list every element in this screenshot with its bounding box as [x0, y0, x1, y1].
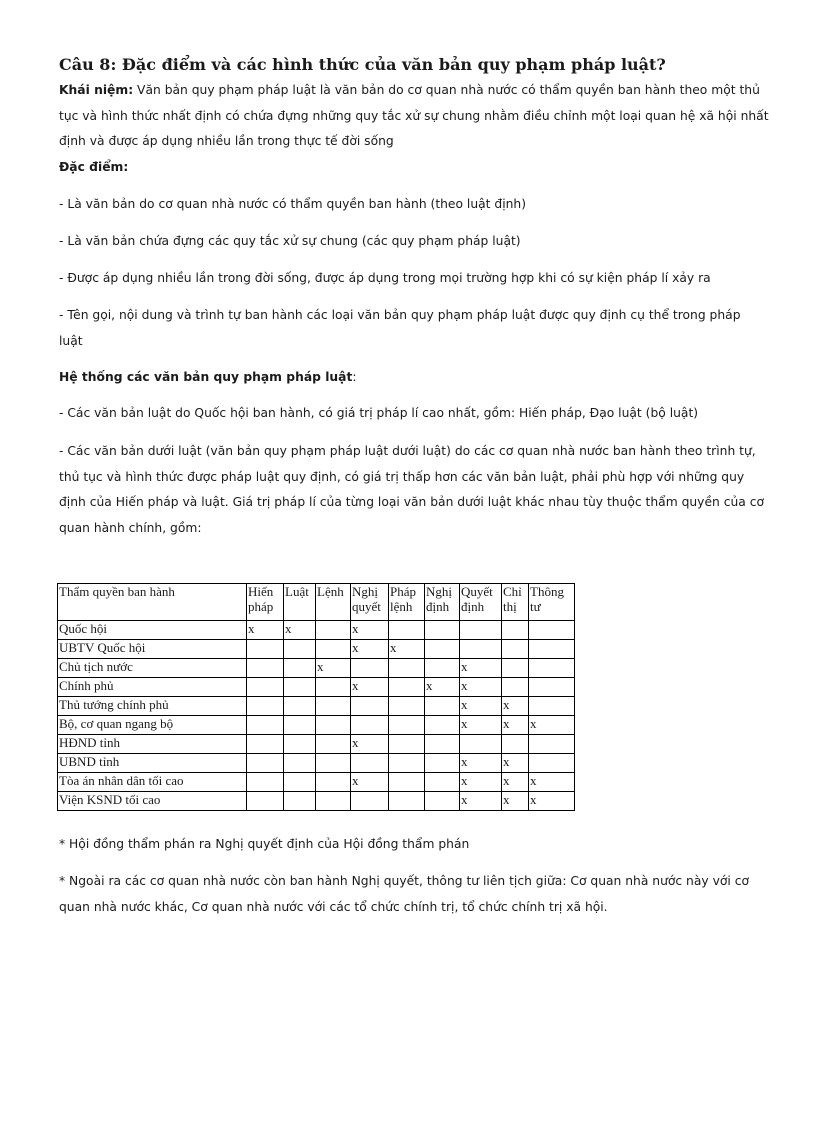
- table-mark-cell: x: [351, 735, 389, 754]
- table-mark-cell: [389, 754, 425, 773]
- table-mark-cell: x: [351, 640, 389, 659]
- table-mark-cell: x: [351, 621, 389, 640]
- table-mark-cell: [247, 640, 284, 659]
- table-header-cell: Hiến pháp: [247, 584, 284, 621]
- table-mark-cell: [316, 754, 351, 773]
- table-mark-cell: x: [460, 716, 502, 735]
- system-heading-text: Hệ thống các văn bản quy phạm pháp luật: [59, 370, 353, 384]
- table-row: [58, 640, 575, 659]
- table-mark-cell: x: [502, 754, 529, 773]
- table-mark-cell: [389, 735, 425, 754]
- table-row: [58, 773, 575, 792]
- table-mark-cell: [351, 754, 389, 773]
- table-mark-cell: [247, 716, 284, 735]
- table-mark-cell: [529, 754, 575, 773]
- table-mark-cell: [389, 678, 425, 697]
- table-mark-cell: [425, 640, 460, 659]
- table-mark-cell: [425, 659, 460, 678]
- feature-item-3: - Được áp dụng nhiều lần trong đời sống, được áp dụng trong mọi trường hợp khi có sự kiện pháp lí xảy ra: [59, 271, 711, 285]
- features-heading: [59, 155, 784, 181]
- concept-line-1: [59, 83, 760, 97]
- table-mark-cell: [529, 659, 575, 678]
- authority-table: [57, 583, 575, 811]
- table-row: [58, 792, 575, 811]
- table-authority-cell: UBTV Quốc hội: [58, 640, 247, 659]
- system-heading-suffix: :: [352, 370, 357, 384]
- table-mark-cell: [316, 640, 351, 659]
- table-mark-cell: x: [502, 716, 529, 735]
- table-mark-cell: [502, 678, 529, 697]
- feature-item-4-line-2: luật: [59, 333, 83, 348]
- table-mark-cell: [247, 792, 284, 811]
- table-mark-cell: x: [460, 697, 502, 716]
- table-mark-cell: x: [351, 678, 389, 697]
- table-mark-cell: [284, 792, 316, 811]
- table-mark-cell: x: [425, 678, 460, 697]
- table-mark-cell: [247, 697, 284, 716]
- features-heading-text: Đặc điểm:: [59, 160, 129, 174]
- table-mark-cell: [247, 754, 284, 773]
- table-mark-cell: [425, 773, 460, 792]
- table-mark-cell: x: [247, 621, 284, 640]
- table-header-cell: Nghị định: [425, 584, 460, 621]
- concept-line-3: định và được áp dụng nhiều lần trong thực tế đời sống: [59, 134, 394, 148]
- table-mark-cell: x: [529, 773, 575, 792]
- table-header-cell: Luật: [284, 584, 316, 621]
- table-row: [58, 659, 575, 678]
- table-mark-cell: [425, 792, 460, 811]
- table-mark-cell: [502, 621, 529, 640]
- table-row: [58, 621, 575, 640]
- table-mark-cell: [460, 640, 502, 659]
- table-header-row: [58, 584, 575, 621]
- table-header-cell: Quyết định: [460, 584, 502, 621]
- table-mark-cell: x: [460, 773, 502, 792]
- table-mark-cell: x: [460, 792, 502, 811]
- table-mark-cell: [425, 735, 460, 754]
- table-mark-cell: [247, 773, 284, 792]
- table-authority-cell: HĐND tỉnh: [58, 735, 247, 754]
- table-mark-cell: [316, 792, 351, 811]
- table-mark-cell: x: [389, 640, 425, 659]
- table-mark-cell: [316, 621, 351, 640]
- table-row: [58, 735, 575, 754]
- system-item-2: [59, 439, 784, 541]
- table-mark-cell: [316, 678, 351, 697]
- table-header-cell: Thẩm quyền ban hành: [58, 584, 247, 621]
- table-header-cell: Chỉ thị: [502, 584, 529, 621]
- table-mark-cell: x: [284, 621, 316, 640]
- table-mark-cell: [529, 735, 575, 754]
- table-mark-cell: x: [502, 773, 529, 792]
- table-authority-cell: Thủ tướng chính phủ: [58, 697, 247, 716]
- table-header-cell: Nghị quyết: [351, 584, 389, 621]
- table-mark-cell: [425, 754, 460, 773]
- table-mark-cell: [425, 697, 460, 716]
- page-title: Câu 8: Đặc điểm và các hình thức của văn bản quy phạm pháp luật?: [59, 55, 666, 74]
- table-authority-cell: UBND tỉnh: [58, 754, 247, 773]
- concept-text-1: Văn bản quy phạm pháp luật là văn bản do cơ quan nhà nước có thẩm quyền ban hành theo một thủ: [137, 83, 760, 97]
- table-mark-cell: [247, 678, 284, 697]
- table-mark-cell: [529, 621, 575, 640]
- table-mark-cell: [425, 621, 460, 640]
- table-mark-cell: [284, 697, 316, 716]
- table-mark-cell: [351, 792, 389, 811]
- concept-line-2: tục và hình thức nhất định có chứa đựng những quy tắc xử sự chung nhằm điều chỉnh một loại quan hệ xã hội nhất: [59, 108, 769, 123]
- table-mark-cell: x: [529, 792, 575, 811]
- feature-item-4-line-1: - Tên gọi, nội dung và trình tự ban hành các loại văn bản quy phạm pháp luật được quy định cụ thể trong pháp: [59, 308, 741, 322]
- table-mark-cell: x: [502, 697, 529, 716]
- system-item-1: - Các văn bản luật do Quốc hội ban hành, có giá trị pháp lí cao nhất, gồm: Hiến pháp, Đạo luật (bộ luật): [59, 406, 699, 420]
- table-mark-cell: [316, 773, 351, 792]
- table-mark-cell: [284, 659, 316, 678]
- table-mark-cell: [351, 716, 389, 735]
- system-item-2-line-3: định của Hiến pháp và luật. Giá trị pháp lí của từng loại văn bản dưới luật khác nhau tùy thuộc thẩm quyền của cơ: [59, 495, 765, 509]
- system-item-2-line-4: quan hành chính, gồm:: [59, 520, 202, 535]
- note-2-line-1: * Ngoài ra các cơ quan nhà nước còn ban hành Nghị quyết, thông tư liên tịch giữa: Cơ quan nhà nước này với cơ: [59, 874, 749, 888]
- table-row: [58, 697, 575, 716]
- table-mark-cell: [284, 773, 316, 792]
- table-mark-cell: [389, 659, 425, 678]
- authority-table-body: [58, 584, 575, 811]
- table-mark-cell: [389, 773, 425, 792]
- table-mark-cell: x: [529, 716, 575, 735]
- table-mark-cell: [389, 697, 425, 716]
- table-mark-cell: [389, 716, 425, 735]
- table-mark-cell: [284, 640, 316, 659]
- table-row: [58, 678, 575, 697]
- table-mark-cell: [389, 792, 425, 811]
- note-1: * Hội đồng thẩm phán ra Nghị quyết định của Hội đồng thẩm phán: [59, 837, 470, 851]
- table-mark-cell: x: [316, 659, 351, 678]
- table-mark-cell: [284, 735, 316, 754]
- table-mark-cell: x: [460, 659, 502, 678]
- table-authority-cell: Tòa án nhân dân tối cao: [58, 773, 247, 792]
- table-mark-cell: x: [460, 678, 502, 697]
- table-header-cell: Thông tư: [529, 584, 575, 621]
- table-mark-cell: [460, 621, 502, 640]
- table-mark-cell: [502, 640, 529, 659]
- table-mark-cell: x: [351, 773, 389, 792]
- table-authority-cell: Chính phủ: [58, 678, 247, 697]
- concept-label: Khái niệm:: [59, 83, 134, 97]
- table-mark-cell: [284, 754, 316, 773]
- table-authority-cell: Bộ, cơ quan ngang bộ: [58, 716, 247, 735]
- table-mark-cell: [529, 640, 575, 659]
- feature-item-4: [59, 303, 784, 354]
- table-authority-cell: Quốc hội: [58, 621, 247, 640]
- table-header-cell: Pháp lệnh: [389, 584, 425, 621]
- table-row: [58, 754, 575, 773]
- table-mark-cell: [460, 735, 502, 754]
- table-mark-cell: [351, 697, 389, 716]
- feature-item-2: - Là văn bản chứa đựng các quy tắc xử sự chung (các quy phạm pháp luật): [59, 234, 521, 248]
- table-header-cell: Lệnh: [316, 584, 351, 621]
- table-mark-cell: [425, 716, 460, 735]
- table-mark-cell: [502, 735, 529, 754]
- table-mark-cell: [284, 678, 316, 697]
- table-mark-cell: x: [460, 754, 502, 773]
- table-mark-cell: [351, 659, 389, 678]
- note-2-line-2: quan nhà nước khác, Cơ quan nhà nước với các tổ chức chính trị, tổ chức chính trị xã hội.: [59, 899, 608, 914]
- table-mark-cell: [389, 621, 425, 640]
- system-item-2-line-2: thủ tục và hình thức được pháp luật quy định, có giá trị thấp hơn các văn bản luật, phải phù hợp với những quy: [59, 469, 745, 484]
- table-mark-cell: [316, 697, 351, 716]
- feature-item-1: - Là văn bản do cơ quan nhà nước có thẩm quyền ban hành (theo luật định): [59, 197, 527, 211]
- table-authority-cell: Viện KSND tối cao: [58, 792, 247, 811]
- table-mark-cell: [247, 735, 284, 754]
- system-heading: [59, 365, 784, 391]
- table-mark-cell: [529, 697, 575, 716]
- note-2: [59, 869, 784, 920]
- table-mark-cell: [502, 659, 529, 678]
- table-mark-cell: [284, 716, 316, 735]
- table-mark-cell: [247, 659, 284, 678]
- table-mark-cell: x: [502, 792, 529, 811]
- concept-paragraph: [59, 78, 784, 155]
- table-mark-cell: [529, 678, 575, 697]
- table-mark-cell: [316, 716, 351, 735]
- table-row: [58, 716, 575, 735]
- table-mark-cell: [316, 735, 351, 754]
- table-authority-cell: Chủ tịch nước: [58, 659, 247, 678]
- system-item-2-line-1: - Các văn bản dưới luật (văn bản quy phạm pháp luật dưới luật) do các cơ quan nhà nước ban hành theo trình tự,: [59, 444, 756, 458]
